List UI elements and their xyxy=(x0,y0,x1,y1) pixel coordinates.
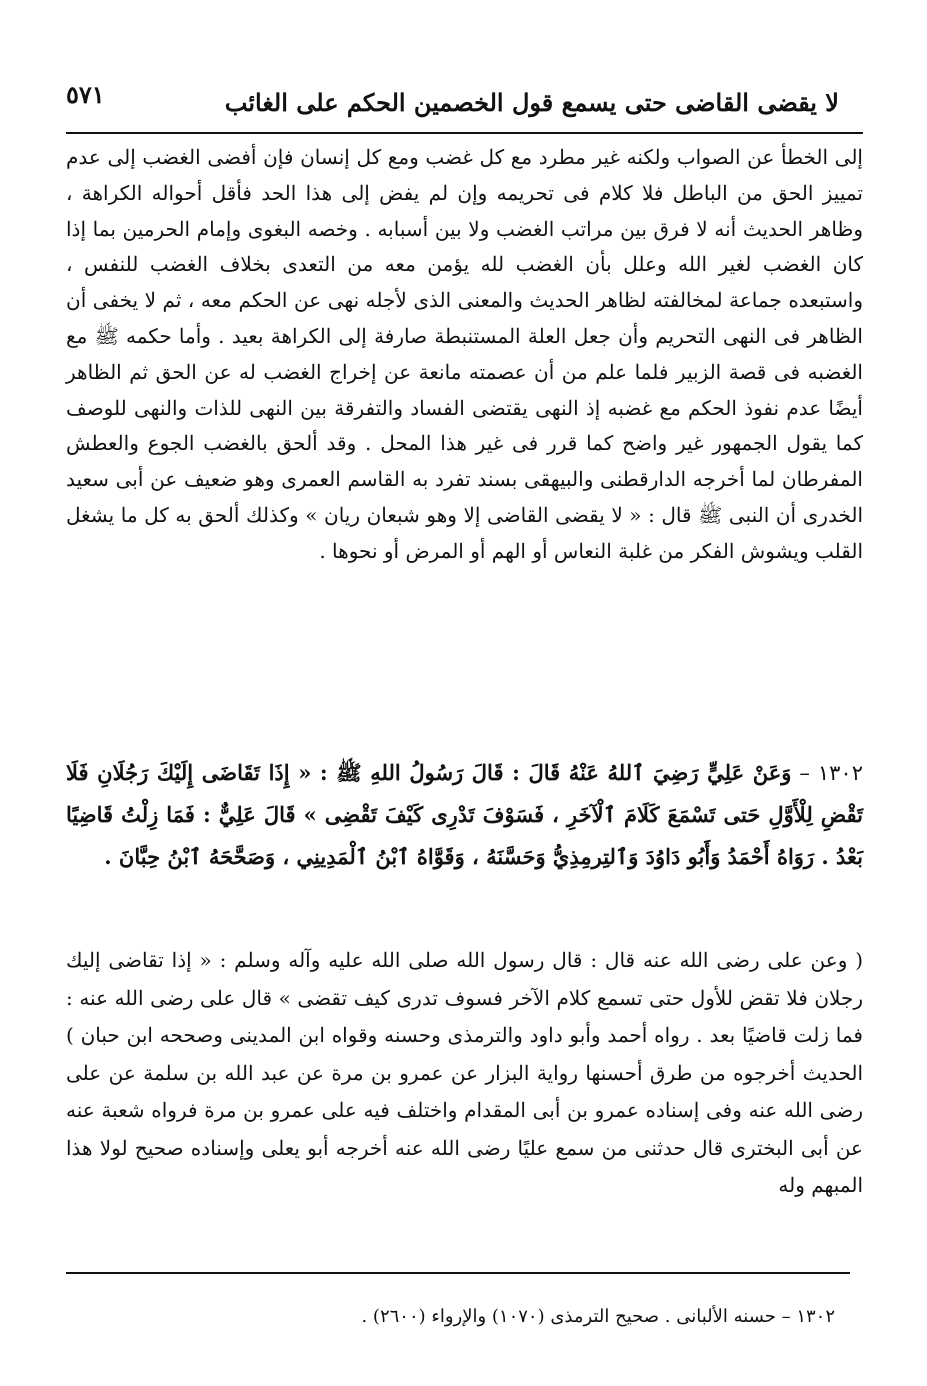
footnote-rule xyxy=(66,1272,850,1274)
hadith-number: ١٣٠٢ – xyxy=(799,761,863,785)
commentary-paragraph-2: ( وعن على رضى الله عنه قال : قال رسول الله صلى الله عليه وآله وسلم : « إذا تقاضى إليك رجلان فلا تقض للأول حتى تسمع كلام الآخر فسوف تدرى كيف تقضى » قال على رضى الله عنه : فما زلت قاضيًا بعد . رواه أحمد وأبو داود والترمذى وحسنه وقواه ابن المدينى وصححه ابن حبان ) الحديث أخرجوه من طرق أحسنها رواية البزار عن عمرو بن مرة عن عبد الله بن سلمة عن على رضى الله عنه وفى إسناده عمرو بن أبى المقدام واختلف فيه على عمرو بن مرة فرواه شعبة عنه عن أبى البخترى قال حدثنى من سمع عليًا رضى الله عنه أخرجه أبو يعلى وإسناده صحيح لولا هذا المبهم وله xyxy=(66,948,863,1197)
header-rule xyxy=(66,132,863,134)
running-header xyxy=(66,78,867,132)
footnote: ١٣٠٢ – حسنه الألبانى . صحيح الترمذى (١٠٧٠) والإرواء (٢٦٠٠) . xyxy=(361,1306,835,1327)
header-title: لا يقضى القاضى حتى يسمع قول الخصمين الحكم على الغائب xyxy=(224,88,839,117)
page-number: ٥٧١ xyxy=(66,80,105,109)
hadith-text: وَعَنْ عَلِيٍّ رَضِيَ ٱللهُ عَنْهُ قَالَ : قَالَ رَسُولُ اللهِ ﷺ : « إِذَا تَقَاضَى إِلَيْكَ رَجُلَانِ فَلَا تَقْضِ لِلْأَوَّلِ حَتى تَسْمَعَ كَلَامَ ٱلْآخَرِ ، فَسَوْفَ تَدْرِى كَيْفَ تَقْضِى » قَالَ عَلِيٌّ : فَمَا زِلْتُ قَاضِيًا بَعْدُ . رَوَاهُ أَحْمَدُ وَأَبُو دَاوُدَ وَٱلتِرمِذِيُّ وَحَسَّنَهُ ، وَقَوَّاهُ ٱبْنُ ٱلْمَدِينِي ، وَصَحَّحَهُ ٱبْنُ حِبَّانَ . xyxy=(66,760,863,869)
hadith-block xyxy=(66,752,863,878)
commentary-paragraph-1: إلى الخطأ عن الصواب ولكنه غير مطرد مع كل غضب ومع كل إنسان فإن أفضى الغضب إلى عدم تمييز الحق من الباطل فلا كلام فى تحريمه وإن لم يفض إلى هذا الحد فأقل أحواله الكراهة ، وظاهر الحديث أنه لا فرق بين مراتب الغضب ولا بين أسبابه . وخصه البغوى وإمام الحرمين بما إذا كان الغضب لغير الله وعلل بأن الغضب لله يؤمن معه من التعدى بخلاف الغضب للنفس ، واستبعده جماعة لمخالفته لظاهر الحديث والمعنى الذى لأجله نهى عن الحكم معه ، ثم لا يخفى أن الظاهر فى النهى التحريم وأن جعل العلة المستنبطة صارفة إلى الكراهة بعيد . وأما حكمه ﷺ مع الغضبه فى قصة الزبير فلما علم من أن عصمته مانعة عن إخراج الغضب له عن الحق ثم الظاهر أيضًا عدم نفوذ الحكم مع غضبه إذ النهى يقتضى الفساد والتفرقة بين النهى للذات والنهى للوصف كما يقول الجمهور غير واضح كما قرر فى غير هذا المحل . وقد ألحق بالغضب الجوع والعطش المفرطان لما أخرجه الدارقطنى والبيهقى بسند تفرد به القاسم العمرى وهو ضعيف عن أبى سعيد الخدرى أن النبى ﷺ قال : « لا يقضى القاضى إلا وهو شبعان ريان » وكذلك ألحق به كل ما يشغل القلب ويشوش الفكر من غلبة النعاس أو الهم أو المرض أو نحوها . xyxy=(66,145,863,563)
